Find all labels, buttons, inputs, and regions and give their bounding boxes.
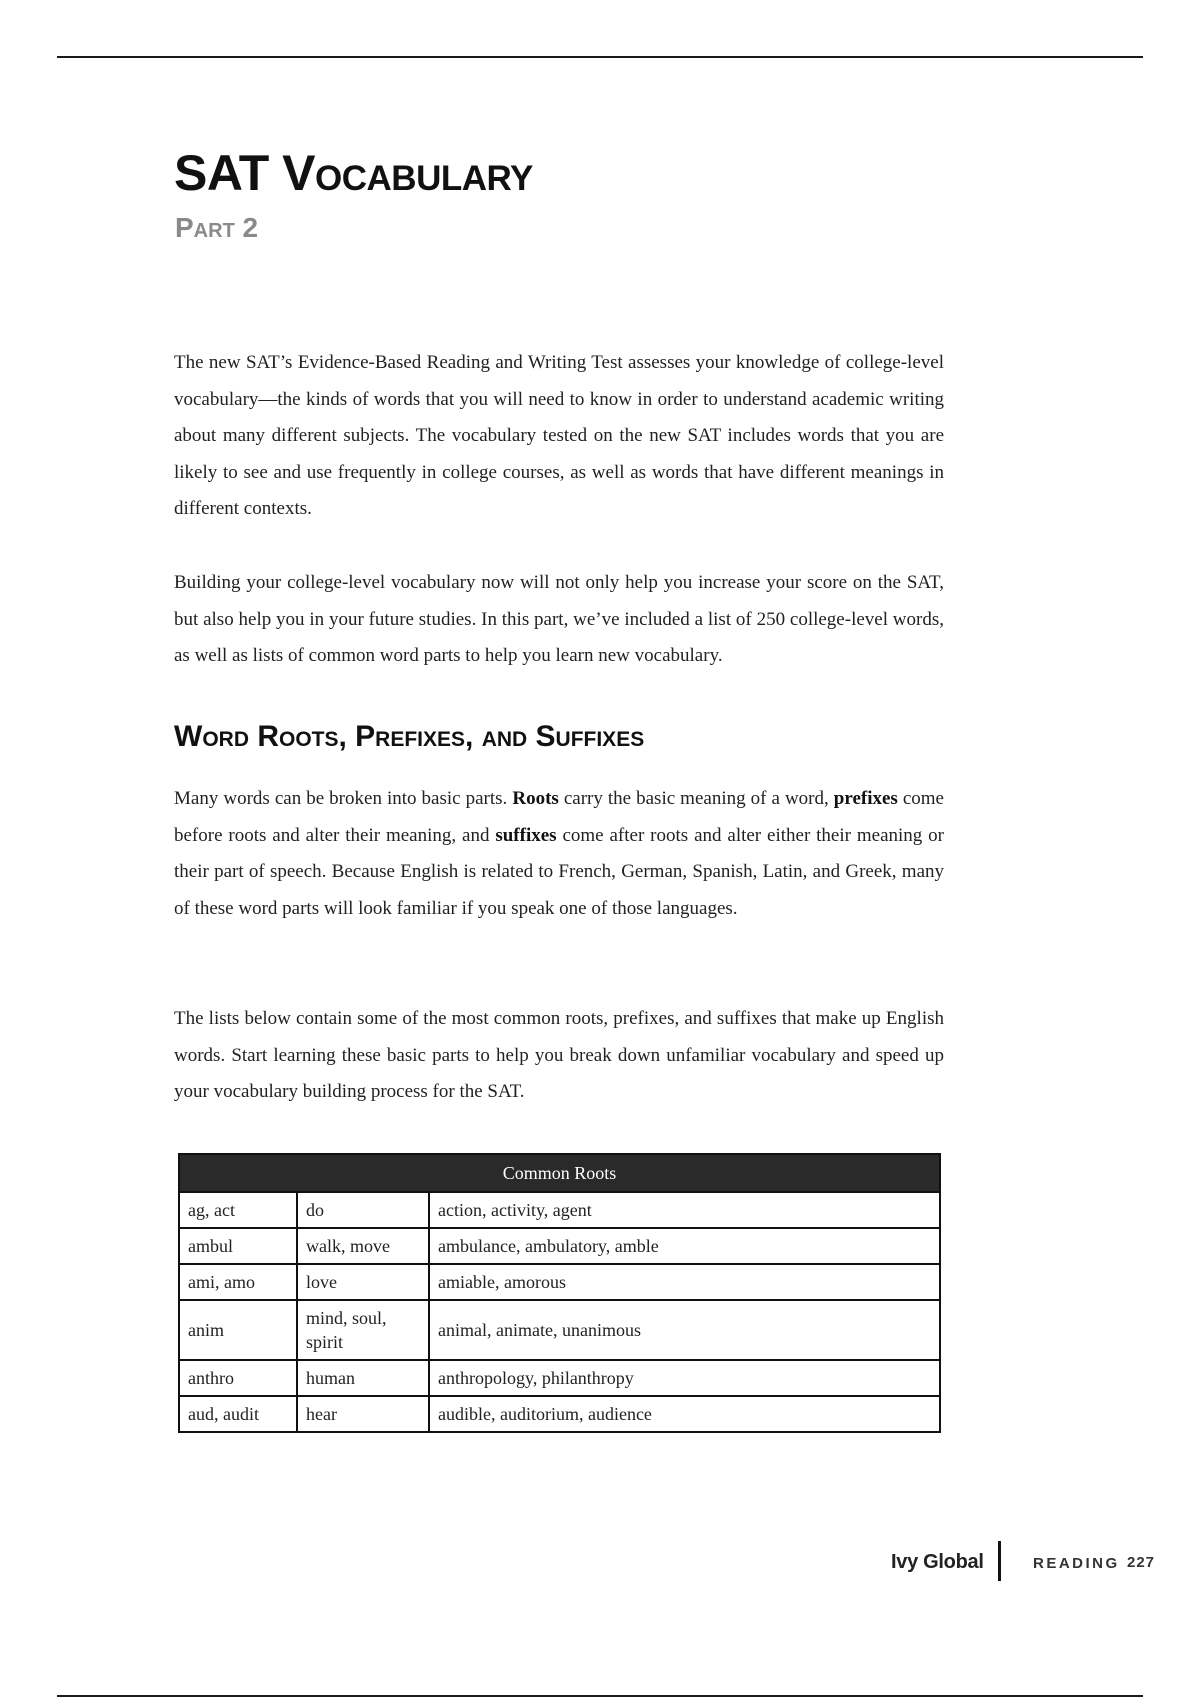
bottom-rule [57,1695,1143,1697]
term-roots: Roots [512,788,559,809]
meaning-cell: do [297,1192,429,1228]
text-segment: come after roots and alter either their meaning or their part of speech. Because English is related to French, German, Spanish, Latin, and Greek, many of these word parts will look familiar if you speak one of those languages. [174,824,944,919]
meaning-cell: walk, move [297,1228,429,1264]
term-suffixes: suffixes [495,824,557,846]
page-number: 227 [1127,1554,1156,1571]
meaning-cell: mind, soul, spirit [297,1300,429,1360]
examples-cell: audible, auditorium, audience [429,1396,940,1432]
examples-cell: action, activity, agent [429,1192,940,1228]
text-segment: Many words can be broken into basic parts. [174,788,513,809]
meaning-cell: human [297,1360,429,1396]
root-cell: aud, audit [179,1396,297,1432]
root-cell: ambul [179,1228,297,1264]
section-heading: Word Roots, Prefixes, and Suffixes [174,720,645,753]
intro-paragraph-2: Building your college-level vocabulary now will not only help you increase your score on the SAT, but also help you in your future studies. In this part, we’ve included a list of 250 college-level words, as well as lists of common word parts to help you learn new vocabulary. [174,572,944,666]
footer-section-label: READING [1033,1555,1120,1572]
table-row [179,1264,940,1300]
common-roots-table [178,1153,941,1433]
examples-cell: ambulance, ambulatory, amble [429,1228,940,1264]
meaning-cell: love [297,1264,429,1300]
section-paragraph-2: The lists below contain some of the most common roots, prefixes, and suffixes that make up English words. Start learning these basic parts to help you break down unfamiliar vocabulary and speed up your vocabulary building process for the SAT. [174,1008,944,1102]
examples-cell: anthropology, philanthropy [429,1360,940,1396]
intro-paragraph-1: The new SAT’s Evidence-Based Reading and Writing Test assesses your knowledge of college-level vocabulary—the kinds of words that you will need to know in order to understand academic writing about many different subjects. The vocabulary tested on the new SAT includes words that you are likely to see and use frequently in college courses, as well as words that have different meanings in different contexts. [174,352,944,519]
page-title: SAT Vocabulary [174,145,533,201]
term-prefixes: prefixes [833,788,898,809]
text-segment: come before roots and alter their meaning, and [174,788,944,846]
table-header-row [179,1154,940,1192]
root-cell: ag, act [179,1192,297,1228]
footer-brand: Ivy Global [891,1551,984,1573]
top-rule [57,56,1143,58]
text-segment: carry the basic meaning of a word, [558,788,834,809]
table-row [179,1192,940,1228]
table-row [179,1300,940,1360]
root-cell: anim [179,1300,297,1360]
table-row [179,1360,940,1396]
table-row [179,1228,940,1264]
table-title: Common Roots [179,1154,940,1192]
page-subtitle: Part 2 [175,212,259,243]
root-cell: ami, amo [179,1264,297,1300]
footer-divider [998,1541,1001,1581]
table-row [179,1396,940,1432]
section-paragraph-1 [174,781,944,927]
root-cell: anthro [179,1360,297,1396]
meaning-cell: hear [297,1396,429,1432]
examples-cell: amiable, amorous [429,1264,940,1300]
examples-cell: animal, animate, unanimous [429,1300,940,1360]
